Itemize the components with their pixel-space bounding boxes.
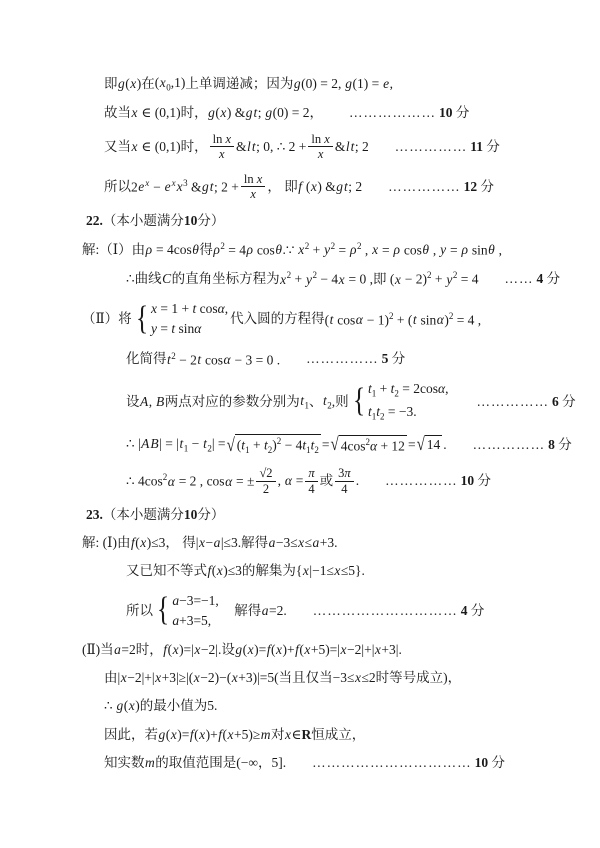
text-run: 时， [180, 138, 208, 154]
text-run: 分） [197, 212, 225, 228]
text-run: （Ⅱ）将 [82, 311, 132, 327]
math-run: &lt; 2 [334, 138, 369, 154]
text-run: 所以 [126, 602, 153, 618]
math-run: $2e^x - e^xx^3$ &gt; 2 + [131, 177, 239, 195]
score-label: 10 分 [460, 472, 491, 488]
solution-line [86, 506, 600, 524]
math-run: x ∈ (0,1) [131, 104, 181, 120]
math-run: f(x)=|x−2|. [163, 642, 222, 658]
score-label: 4 分 [460, 602, 485, 618]
solution-line [86, 212, 600, 230]
fraction-denominator: 4 [308, 481, 315, 496]
fraction [241, 172, 265, 202]
text-run: 上单调递减；因为 [185, 75, 294, 91]
text-run: 化简得 [126, 351, 167, 367]
math-run: ∴ $|AB| = |t_1 - t_2|$ = [126, 436, 226, 454]
dotted-leader: …………… [476, 393, 549, 409]
math-run: −3≤x≤2 [332, 670, 376, 686]
math-run: g(x)=f(x)+f(x+5)=|x−2|+|x+3|. [235, 642, 402, 658]
text-run: ,则 [331, 393, 349, 409]
cases-row: y = t sinα [151, 321, 202, 337]
cases-rows [368, 379, 449, 423]
solution-line [82, 641, 600, 659]
radical-icon: √ [226, 436, 235, 457]
radical-icon: √ [330, 435, 339, 456]
score-label: 6 分 [551, 393, 576, 409]
fraction [308, 132, 332, 162]
math-run: g(x) &gt; g(0) = 2 [208, 104, 310, 120]
dots-leader [473, 436, 572, 454]
text-run: (Ⅱ)当 [82, 642, 114, 658]
dotted-leader: …………… [385, 472, 458, 488]
math-run: &lt; 0, ∴ 2 + [236, 138, 307, 154]
math-run: (−∞，5]. [236, 754, 287, 770]
bold-text-run: 10 [183, 212, 198, 228]
dotted-leader: …… [504, 271, 534, 287]
text-run: 的解集为 [241, 563, 296, 579]
solution-line [126, 562, 600, 580]
math-run: = [407, 436, 416, 452]
math-run: x ∈ (0,1) [131, 138, 181, 154]
text-run: 代入圆的方程得 [230, 311, 325, 327]
fraction-numerator: 3π [335, 466, 354, 481]
solution-line [104, 669, 600, 687]
math-run: a−3≤x≤a+3. [268, 535, 338, 551]
math-run: f(x)≤3 [130, 535, 166, 551]
bold-text-run: 23. [86, 506, 103, 522]
fraction-denominator: x [219, 147, 225, 162]
math-run: g(0) = 2, g(1) = e, [293, 75, 393, 91]
math-run: 5. [207, 698, 218, 714]
math-run: . [443, 436, 447, 452]
text-run: 恒成立， [311, 726, 366, 742]
text-run: 解得 [241, 535, 269, 551]
solution-line [104, 74, 600, 94]
score-label: 4 分 [536, 271, 561, 287]
text-run: 时， [135, 642, 163, 658]
solution-line [126, 350, 600, 370]
text-run: ， [309, 104, 323, 120]
cases-group [134, 299, 228, 340]
square-root [417, 435, 443, 454]
bold-text-run: 22. [86, 212, 103, 228]
dotted-leader: ………………………… [312, 602, 458, 618]
solution-line [126, 379, 600, 423]
math-run: $x^2 + y^2 - 4x = 0$ ,即 $(x - 2)^2 + y^2 = 4$ [280, 270, 479, 287]
score-label: 12 分 [463, 178, 494, 194]
score-label: 10 分 [474, 754, 505, 770]
math-run: (t cosα − 1)$^2$ + (t sinα)$^2$ = 4 , [324, 310, 482, 328]
solution-line [82, 240, 600, 260]
math-run: {x|−1≤x≤5}. [295, 563, 365, 579]
solution-line [82, 534, 600, 552]
brace-icon: { [135, 300, 148, 338]
math-run: g(x) [118, 75, 142, 91]
dots-leader [395, 138, 500, 156]
math-run: a=2 [114, 642, 136, 658]
solution-line [126, 591, 600, 632]
text-run: 即 [104, 75, 118, 91]
math-run: ∴ [126, 271, 135, 287]
math-run: a=2. [261, 602, 287, 618]
solution-line [104, 172, 600, 202]
text-run: 的最小值为 [139, 698, 208, 714]
text-run: 解: (Ⅰ)由 [82, 535, 131, 551]
text-run: 设 [126, 393, 140, 409]
math-run: $\rho^2 = 4\rho$ cosθ [213, 240, 282, 258]
square-root [330, 435, 406, 456]
solution-line [104, 726, 600, 744]
score-label: 10 分 [439, 104, 470, 120]
math-run: f (x) &gt; 2 [298, 178, 363, 194]
fraction [335, 466, 354, 496]
math-run: ∴ $4\cos^2\alpha = 2$ , cosα = ± [126, 472, 255, 489]
dots-leader [306, 350, 405, 368]
dots-leader [388, 178, 494, 196]
score-label: 5 分 [381, 351, 406, 367]
text-run: 由 [104, 670, 118, 686]
fraction-numerator: π [305, 466, 317, 481]
square-root [227, 434, 321, 456]
dots-leader [312, 754, 505, 772]
text-run: 设 [221, 642, 235, 658]
solution-line [104, 132, 600, 162]
text-run: 当且仅当 [278, 670, 333, 686]
fraction-denominator: x [317, 147, 324, 162]
math-run: $(x_0,1)$ [154, 75, 186, 93]
dots-leader [504, 270, 560, 288]
math-run: , α = [277, 472, 304, 488]
math-run: $t_2$ [323, 392, 332, 411]
score-label: 11 分 [470, 138, 500, 154]
solution-line [126, 434, 600, 456]
radicand: $(t_1 + t_2)^2 - 4t_1t_2$ [236, 435, 319, 455]
solution-line [104, 754, 600, 772]
dots-leader [349, 104, 469, 122]
cases-row: $t_1t_2 = -3$. [367, 403, 417, 422]
text-run: 所以 [104, 178, 131, 194]
cases-rows [151, 299, 228, 340]
dotted-leader: …………… [388, 178, 461, 194]
text-run: . [282, 241, 286, 257]
math-run: f(x)≤3 [207, 563, 242, 579]
math-run: $t_1$ [300, 392, 310, 411]
cases-row: a+3=5, [172, 612, 212, 628]
text-run: 分） [197, 506, 225, 522]
radical-icon: √ [416, 434, 425, 455]
brace-icon: { [352, 382, 365, 420]
text-run: 时等号成立)， [375, 670, 462, 686]
brace-icon: { [157, 591, 170, 629]
dots-leader [385, 472, 491, 490]
text-run: 、 [309, 393, 323, 409]
cases-group [155, 591, 219, 632]
solution-line [126, 466, 600, 496]
cases-row: x = 1 + t cosα, [151, 301, 229, 317]
math-run: |x−a|≤3. [195, 535, 242, 551]
math-run: ∵ $x^2 + y^2 = \rho^2$ , x = ρ cosθ , y = ρ sinθ , [285, 240, 503, 258]
text-run: 知实数 [104, 754, 145, 770]
solution-line [82, 299, 600, 340]
math-run: C [162, 271, 172, 287]
text-run: 又当 [104, 138, 131, 154]
fraction-denominator: 2 [262, 481, 270, 496]
dots-leader [476, 393, 575, 411]
document-lines [0, 74, 600, 772]
fraction [256, 466, 275, 496]
fraction [305, 466, 317, 496]
dotted-leader: …………… [394, 138, 468, 154]
fraction [210, 132, 234, 162]
fraction-denominator: 4 [341, 481, 348, 496]
cases-row: a−3=−1, [172, 592, 219, 608]
math-run: $t^2 - 2t$ cosα − 3 = 0 . [167, 350, 281, 368]
cases-row: $t_1 + t_2 = 2\cos\alpha$, [367, 381, 449, 400]
text-run: 因此，若 [104, 726, 158, 742]
fraction-denominator: x [250, 187, 256, 202]
math-run: A, B [140, 393, 165, 409]
cases-rows [172, 591, 218, 632]
dotted-leader: ……………… [349, 104, 436, 120]
text-run: 又已知不等式 [126, 563, 207, 579]
dotted-leader: …………… [472, 436, 546, 452]
math-run: . [355, 472, 360, 488]
text-run: 的取值范围是 [155, 754, 237, 770]
math-run: m [145, 754, 155, 770]
math-run: x∈R [285, 726, 312, 742]
cases-group [351, 379, 449, 423]
dotted-leader: …………………………… [312, 754, 472, 770]
bold-text-run: 10 [183, 506, 198, 522]
text-run: 得 [199, 241, 213, 257]
text-run: 故当 [104, 104, 131, 120]
solution-line [126, 269, 600, 289]
math-run: ρ = 4cosθ [145, 241, 199, 257]
text-run: （本小题满分 [102, 506, 184, 522]
solution-line [104, 104, 600, 122]
math-run: |x−2|+|x+3|≥|(x−2)−(x+3)|=5( [117, 670, 279, 686]
text-run: 或 [319, 472, 334, 488]
math-run: g(x)=f(x)+f(x+5)≥m [158, 726, 271, 742]
score-label: 8 分 [548, 436, 572, 452]
text-run: 两点对应的参数分别为 [164, 393, 300, 409]
text-run: 解:（Ⅰ）由 [82, 241, 146, 257]
text-run: ， 即 [267, 178, 298, 194]
math-run: ∴ g(x) [104, 698, 140, 714]
text-run: 对 [271, 726, 285, 742]
radicand: $4\cos^2\alpha + 12$ [339, 435, 407, 456]
fraction-numerator: ln x [308, 132, 332, 147]
dotted-leader: …………… [306, 351, 379, 367]
text-run: 时， [180, 104, 208, 120]
radicand: 14 [425, 435, 443, 454]
fraction-numerator: √2 [256, 466, 275, 481]
text-run: 在 [141, 75, 155, 91]
solution-line [104, 697, 600, 715]
text-run: 解得 [220, 602, 262, 618]
fraction-numerator: ln x [210, 132, 234, 147]
text-run: ， 得 [165, 535, 196, 551]
math-run: = [321, 436, 330, 452]
dots-leader [313, 602, 485, 620]
text-run: 曲线 [134, 271, 162, 287]
fraction-numerator: ln x [241, 172, 265, 187]
text-run: （本小题满分 [102, 212, 184, 228]
text-run: 的直角坐标方程为 [171, 271, 280, 287]
